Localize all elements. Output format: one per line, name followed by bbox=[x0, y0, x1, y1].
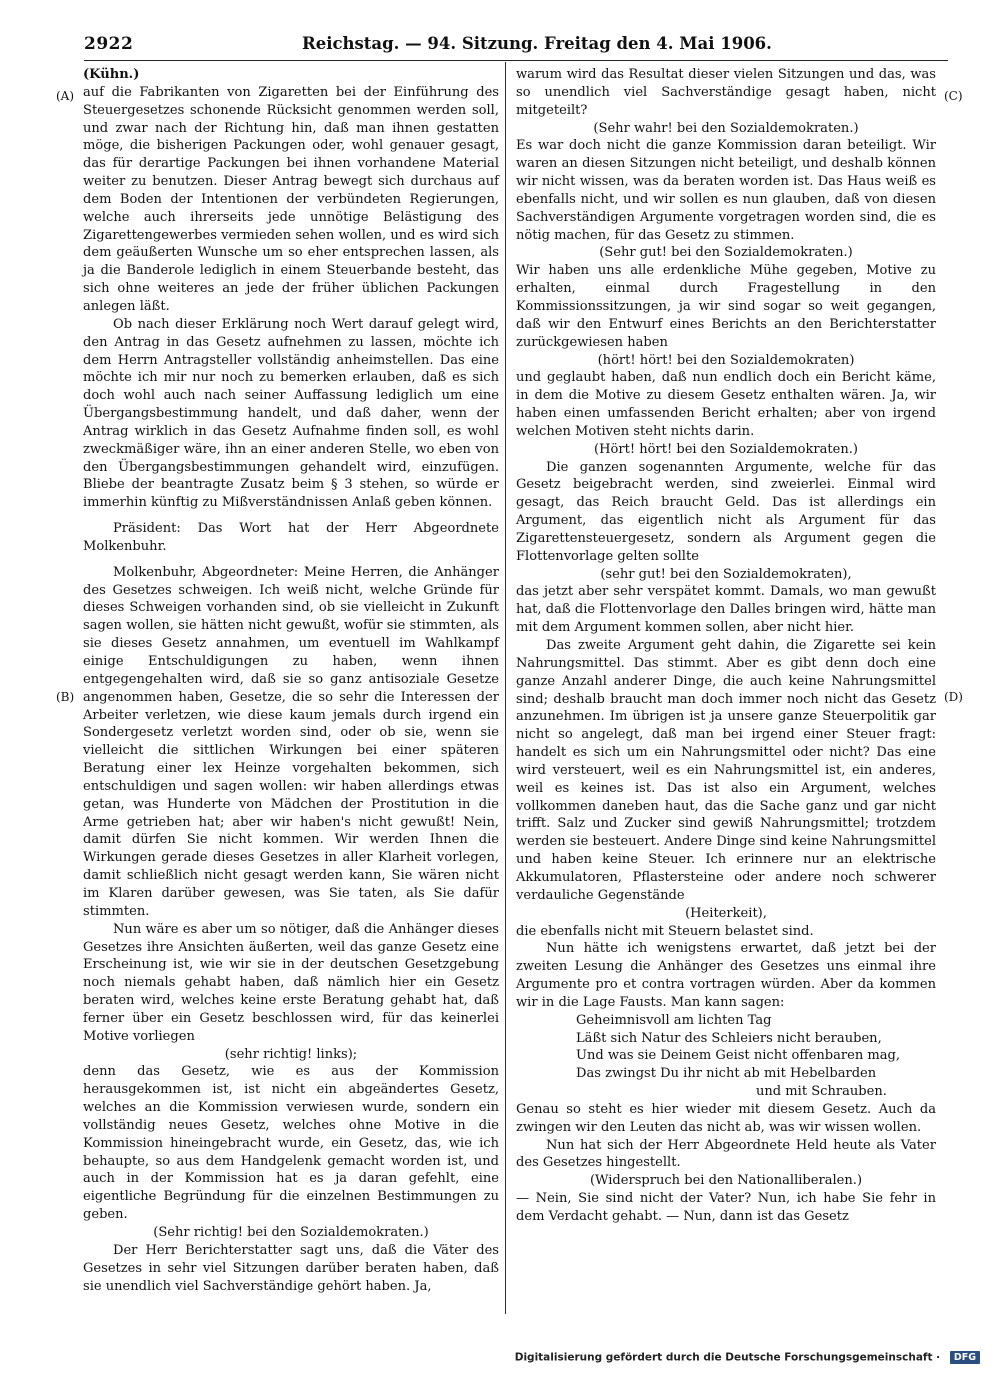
verse-line: Das zwingst Du ihr nicht ab mit Hebelbarden bbox=[576, 1066, 877, 1082]
interjection: (Sehr richtig! bei den Sozialdemokraten.) bbox=[153, 1225, 429, 1240]
paragraph: Nun wäre es aber um so nötiger, daß die Anhänger dieses Gesetzes ihre Ansichten äußerten, weil das ganze Gesetz eine Erscheinung ist, wie wir sie in der deutschen Gesetzgebung noch niemals gehabt haben, daß nämlich hier ein Gesetz beraten wird, welches keine erste Beratung gehabt hat, daß ferner über ein Gesetz beschlossen wird, für das keinerlei Motive vorliegen bbox=[83, 921, 499, 1044]
paragraph: Genau so steht es hier wieder mit diesem Gesetz. Auch da zwingen wir den Leuten das nicht ab, was wir wissen wollen. bbox=[516, 1101, 936, 1135]
running-title: Reichstag. — 94. Sitzung. Freitag den 4. Mai 1906. bbox=[302, 34, 772, 53]
interjection: (Widerspruch bei den Nationalliberalen.) bbox=[589, 1173, 863, 1189]
margin-mark-a: (A) bbox=[56, 89, 75, 103]
paragraph: warum wird das Resultat dieser vielen Sitzungen und das, was so unendlich viel Sachverständige gesagt haben, nicht mitgeteilt? bbox=[516, 67, 936, 118]
interjection: (Sehr wahr! bei den Sozialdemokraten.) bbox=[593, 120, 859, 136]
paragraph: die ebenfalls nicht mit Steuern belastet sind. bbox=[516, 923, 814, 939]
interjection: (Hört! hört! bei den Sozialdemokraten.) bbox=[594, 441, 858, 457]
paragraph: Nun hätte ich wenigstens erwartet, daß jetzt bei der zweiten Lesung die Anhänger des Gesetzes uns einmal ihre Argumente pro et contra vortragen würden. Aber da kommen wir in die Lage Fausts. Man kann sagen: bbox=[516, 941, 936, 1010]
page-number: 2922 bbox=[84, 34, 134, 54]
column-divider bbox=[505, 62, 506, 1314]
right-column bbox=[516, 66, 936, 1226]
interjection: (Heiterkeit), bbox=[685, 905, 767, 921]
paragraph: auf die Fabrikanten von Zigaretten bei der Einführung des Steuergesetzes schonende Rücksicht genommen werden soll, und zwar nach der Richtung hin, daß man ihnen gestatten möge, die bisherigen Packungen oder, wohl genauer gesagt, das für derartige Packungen bei ihnen vorhandene Material weiter zu benutzen. Dieser Antrag bewegt sich durchaus auf dem Boden der Intentionen der verbündeten Regierungen, welche auch ihrerseits jede unnötige Belästigung des Zigarettengewerbes vermieden sehen wollen, und es wird sich dem geäußerten Wunsche um so eher entsprechen lassen, als ja die Banderole lediglich in einem Steuerbande besteht, das sich ohne weiteres an jede der früher üblichen Packungen anlegen läßt. bbox=[83, 84, 499, 314]
paragraph: Wir haben uns alle erdenkliche Mühe gegeben, Motive zu erhalten, einmal durch Fragestellung in den Kommissionssitzungen, ja wir sind sogar so weit gegangen, daß wir den Entwurf eines Berichts an den Berichterstatter zurückgewiesen haben bbox=[516, 263, 936, 350]
interjection: (Sehr gut! bei den Sozialdemokraten.) bbox=[599, 245, 853, 261]
header-rule bbox=[84, 60, 948, 61]
page-header bbox=[84, 34, 944, 60]
margin-mark-c: (C) bbox=[944, 89, 963, 103]
interjection: (sehr richtig! links); bbox=[224, 1046, 358, 1062]
president-remark: Präsident: Das Wort hat der Herr Abgeordnete Molkenbuhr. bbox=[83, 521, 499, 554]
margin-mark-d: (D) bbox=[944, 690, 963, 704]
margin-mark-b: (B) bbox=[56, 690, 75, 704]
interjection: (sehr gut! bei den Sozialdemokraten), bbox=[600, 566, 852, 582]
digitization-credit bbox=[515, 1351, 980, 1364]
paragraph: und geglaubt haben, daß nun endlich doch ein Bericht käme, in dem die Motive zu diesem Gesetz enthalten wären. Ja, wir haben einen umfassenden Bericht erhalten; aber von irgend welchen Motiven steht nichts darin. bbox=[516, 370, 936, 439]
verse-line: Läßt sich Natur des Schleiers nicht berauben, bbox=[576, 1030, 882, 1046]
verse-line: Und was sie Deinem Geist nicht offenbaren mag, bbox=[576, 1048, 901, 1064]
credit-text: Digitalisierung gefördert durch die Deutsche Forschungsgemeinschaft · bbox=[514, 1351, 941, 1364]
paragraph: denn das Gesetz, wie es aus der Kommission herausgekommen ist, ist nicht ein abgeändertes Gesetz, welches an die Kommission verwiesen wurde, sondern ein vollständig neues Gesetz, welches ohne Motive in die Kommission hineingebracht wurde, ein Gesetz, das, wie ich behaupte, so aus dem Handgelenk gemacht worden ist, und auch in der Kommission hat es ja daran gefehlt, eine eigentliche Begründung für die einzelnen Bestimmungen zu geben. bbox=[83, 1064, 499, 1223]
paragraph: Nun hat sich der Herr Abgeordnete Held heute als Vater des Gesetzes hingestellt. bbox=[516, 1137, 936, 1171]
verse-line: und mit Schrauben. bbox=[756, 1084, 887, 1100]
paragraph: das jetzt aber sehr verspätet kommt. Damals, wo man gewußt hat, daß die Flottenvorlage den Dalles bringen wird, hätte man mit dem Argument kommen sollen, aber nicht hier. bbox=[516, 584, 936, 636]
verse-line: Geheimnisvoll am lichten Tag bbox=[576, 1012, 772, 1028]
paragraph: Ob nach dieser Erklärung noch Wert darauf gelegt wird, den Antrag in das Gesetz aufnehmen zu lassen, möchte ich dem Herrn Antragsteller vollständig anheimstellen. Das eine möchte ich mir nur noch zu bemerken erlauben, daß es sich doch wohl auch nach seiner Auffassung lediglich um eine Übergangsbestimmung handelt, und daß daher, wenn der Antrag wirklich in das Gesetz Aufnahme finden soll, es wohl zweckmäßiger wäre, ihn an einer anderen Stelle, wo eben von den Übergangsbestimmungen gehandelt wird, einzufügen. Bliebe der beantragte Zusatz beim § 3 stehen, so würde er immerhin künftig zu Mißverständnissen Anlaß geben können. bbox=[83, 316, 499, 511]
left-column bbox=[83, 66, 499, 1295]
speech-start: Molkenbuhr, Abgeordneter: Meine Herren, die Anhänger des Gesetzes schweigen. Ich weiß nicht, welche Gründe für dieses Schweigen vorhanden sind, ob sie vielleicht in Zukunft sagen wollen, sie hätten nicht gewußt, wofür sie stimmten, als sie dieses Gesetz annahmen, um eventuell im Wahlkampf einige Entschuldigungen zu haben, wenn ihnen entgegengehalten wird, daß sie so ganz antisoziale Gesetze angenommen haben, Gesetze, die so sehr die Interessen der Arbeiter verletzen, wie diese kaum jemals durch irgend ein Sondergesetz verletzt worden sind, oder ob sie, wenn sie vielleicht die sittlichen Wirkungen bei einer späteren Beratung einer lex Heinze vorgehalten bekommen, sich entschuldigen und sagen wollen: wir haben allerdings etwas getan, was Hunderte von Mädchen der Prostitution in die Arme getrieben hat; aber wir haben's nicht gewußt! Nein, damit dürfen Sie nicht kommen. Wir werden Ihnen die Wirkungen gerade dieses Gesetzes in aller Klarheit vorlegen, damit schließlich nicht gesagt werden kann, Sie wären nicht im Klaren darüber gewesen, was Sie taten, als Sie dafür stimmten. bbox=[83, 564, 499, 919]
paragraph: Die ganzen sogenannten Argumente, welche für das Gesetz beigebracht werden, sind zweierlei. Einmal wird gesagt, das Reich braucht Geld. Das ist allerdings ein Argument, das eigentlich nicht als Argument für das Zigarettensteuergesetz, sondern als Argument gegen die Flottenvorlage gelten sollte bbox=[516, 459, 936, 564]
paragraph: Es war doch nicht die ganze Kommission daran beteiligt. Wir waren an diesen Sitzungen nicht beteiligt, und deshalb können wir nicht wissen, was da beraten worden ist. Das Haus weiß es ebenfalls nicht, und wir sollen es nun glauben, daß von diesen Sachverständigen Argumente vorgetragen worden sind, die es nötig machen, für das Gesetz zu stimmen. bbox=[516, 138, 936, 243]
paragraph: Der Herr Berichterstatter sagt uns, daß die Väter des Gesetzes in sehr viel Sitzungen darüber beraten haben, daß sie unendlich viel Sachverständige gehört haben. Ja, bbox=[83, 1242, 499, 1294]
interjection: (hört! hört! bei den Sozialdemokraten) bbox=[597, 352, 855, 368]
paragraph: Das zweite Argument geht dahin, die Zigarette sei kein Nahrungsmittel. Das stimmt. Aber es gibt denn doch eine ganze Anzahl anderer Dinge, die auch keine Nahrungsmittel sind; deshalb braucht man doch immer noch nicht das Gesetz anzunehmen. Im übrigen ist ja unsere ganze Steuerpolitik gar nicht so angelegt, daß man bei irgend einer Steuer fragt: handelt es sich um ein Nahrungsmittel oder nicht? Das eine wird versteuert, weil es ein Nahrungsmittel ist, ein anderes, weil es keines ist. Das ist also ein Argument, welches vollkommen daneben haut, das die Sache ganz und gar nicht trifft. Salz und Zucker sind gewiß Nahrungsmittel; trotzdem werden sie besteuert. Andere Dinge sind keine Nahrungsmittel und haben keine Steuer. Ich erinnere nur an elektrische Akkumulatoren, Pflastersteine oder andere noch schwerer verdauliche Gegenstände bbox=[516, 638, 936, 903]
speaker-continuation: (Kühn.) bbox=[83, 67, 140, 82]
paragraph: — Nein, Sie sind nicht der Vater? Nun, ich habe Sie fehr in dem Verdacht gehabt. — Nun, dann ist das Gesetz bbox=[516, 1191, 936, 1224]
dfg-logo: DFG bbox=[950, 1351, 980, 1364]
